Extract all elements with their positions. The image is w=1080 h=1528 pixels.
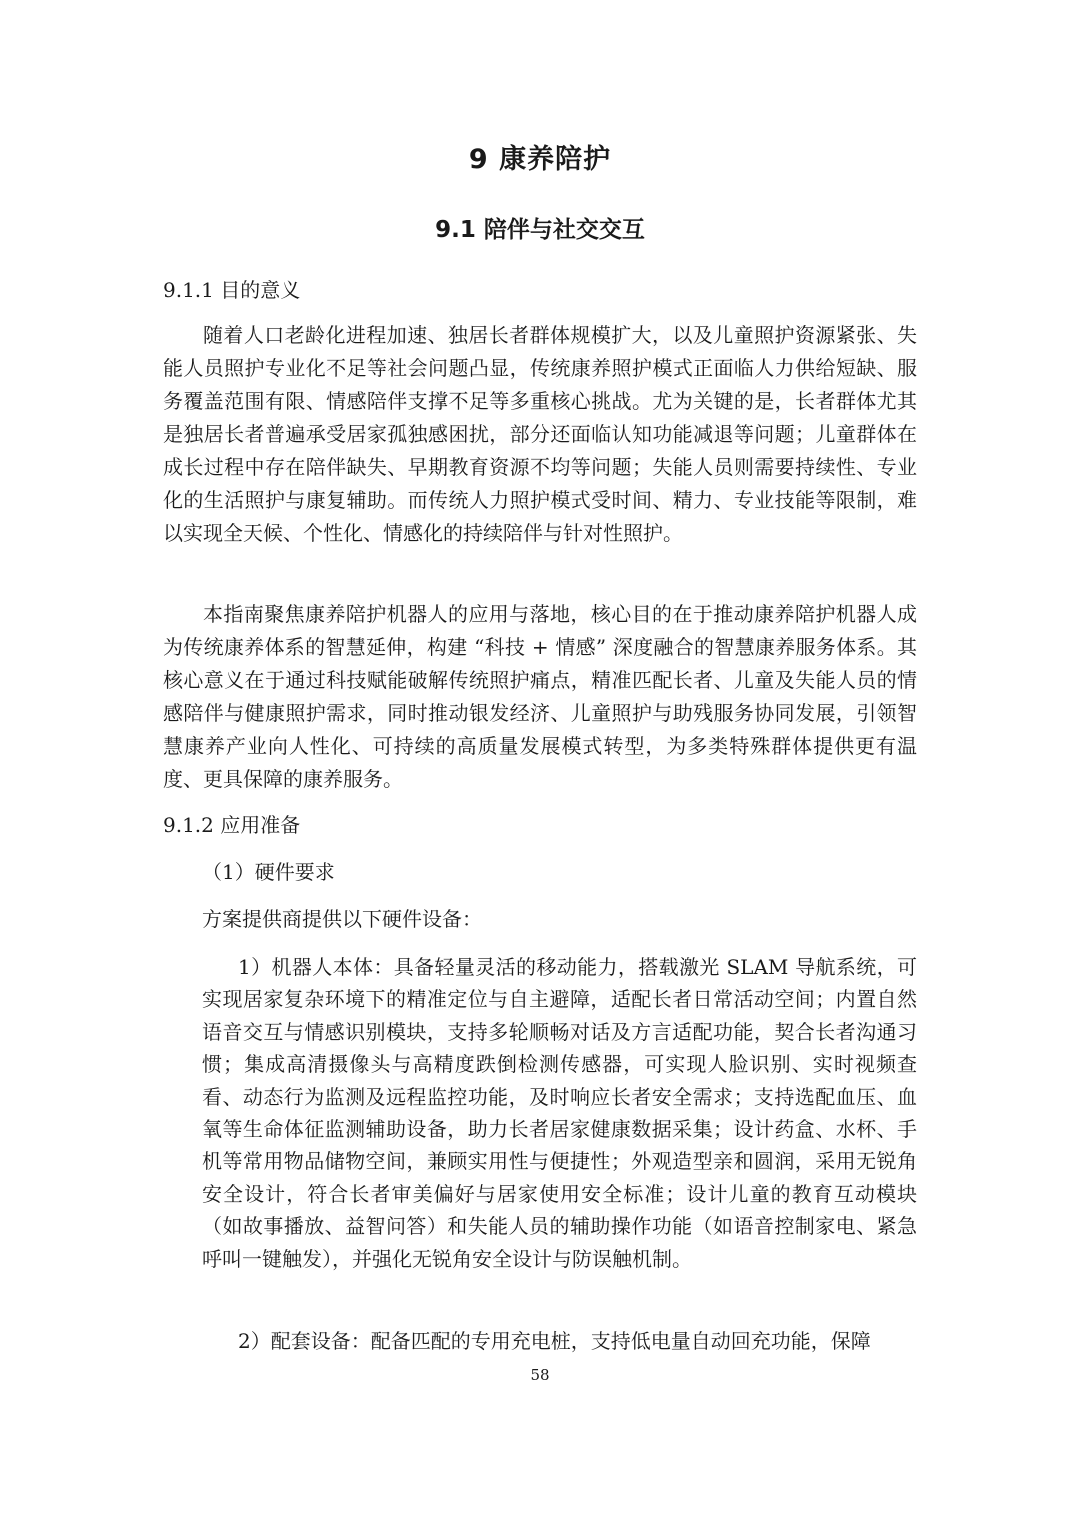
subsection-heading-911: 9.1.1 目的意义: [163, 278, 301, 302]
hardware-requirements-heading: （1）硬件要求: [202, 860, 335, 884]
chapter-title: 9 康养陪护: [468, 144, 612, 175]
subsection-heading-912: 9.1.2 应用准备: [163, 813, 301, 837]
page-number: 58: [530, 1366, 550, 1384]
paragraph-significance: 本指南聚焦康养陪护机器人的应用与落地，核心目的在于推动康养陪护机器人成为传统康养体系的智慧延伸，构建 “科技 + 情感” 深度融合的智慧康养服务体系。其核心意义在于通过科技赋能破解传统照护痛点，精准匹配长者、儿童及失能人员的情感陪伴与健康照护需求，同时推动银发经济、儿童照护与助残服务协同发展，引领智慧康养产业向人性化、可持续的高质量发展模式转型，为多类特殊群体提供更有温度、更具保障的康养服务。: [163, 602, 917, 791]
paragraph-purpose: 随着人口老龄化进程加速、独居长者群体规模扩大，以及儿童照护资源紧张、失能人员照护专业化不足等社会问题凸显，传统康养照护模式正面临人力供给短缺、服务覆盖范围有限、情感陪伴支撑不足等多重核心挑战。尤为关键的是，长者群体尤其是独居长者普遍承受居家孤独感困扰，部分还面临认知功能减退等问题；儿童群体在成长过程中存在陪伴缺失、早期教育资源不均等问题；失能人员则需要持续性、专业化的生活照护与康复辅助。而传统人力照护模式受时间、精力、专业技能等限制，难以实现全天候、个性化、情感化的持续陪伴与针对性照护。: [163, 323, 917, 545]
hardware-intro: 方案提供商提供以下硬件设备：: [202, 907, 482, 931]
list-item-accessories: 2）配套设备：配备匹配的专用充电桩，支持低电量自动回充功能，保障: [238, 1329, 871, 1353]
section-title: 9.1 陪伴与社交交互: [435, 217, 645, 243]
list-item-robot-body: 1）机器人本体：具备轻量灵活的移动能力，搭载激光 SLAM 导航系统，可实现居家复杂环境下的精准定位与自主避障，适配长者日常活动空间；内置自然语音交互与情感识别模块，支持多轮顺畅对话及方言适配功能，契合长者沟通习惯；集成高清摄像头与高精度跌倒检测传感器，可实现人脸识别、实时视频查看、动态行为监测及远程监控功能，及时响应长者安全需求；支持选配血压、血氧等生命体征监测辅助设备，助力长者居家健康数据采集；设计药盒、水杯、手机等常用物品储物空间，兼顾实用性与便捷性；外观造型亲和圆润，采用无锐角安全设计，符合长者审美偏好与居家使用安全标准；设计儿童的教育互动模块（如故事播放、益智问答）和失能人员的辅助操作功能（如语音控制家电、紧急呼叫一键触发），并强化无锐角安全设计与防误触机制。: [202, 955, 917, 1271]
